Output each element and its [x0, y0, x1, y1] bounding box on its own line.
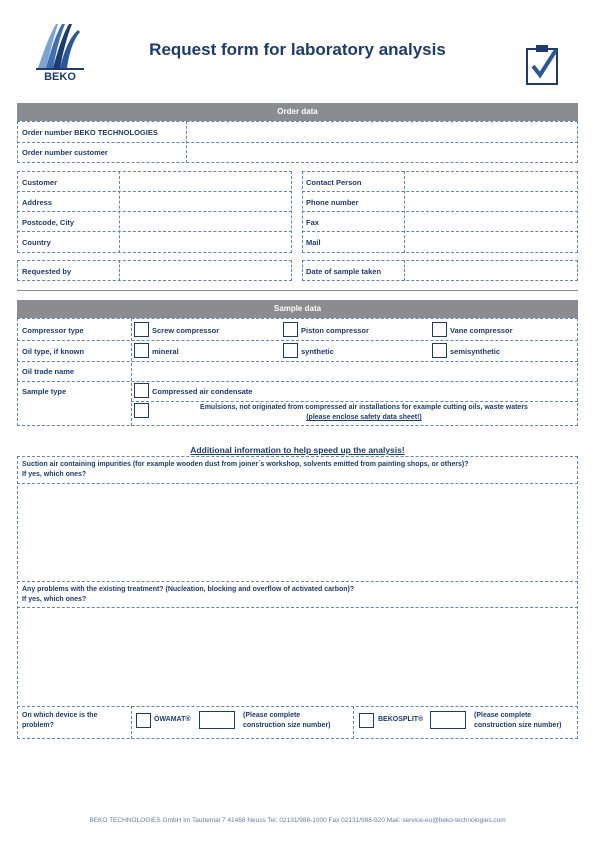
- vane-compressor-checkbox[interactable]: [432, 322, 447, 337]
- screw-compressor-checkbox[interactable]: [134, 322, 149, 337]
- owamat-complete-line1: (Please complete: [243, 712, 301, 719]
- synthetic-label: synthetic: [301, 347, 334, 356]
- emulsions-label: Emulsions, not originated from compressed air installations for example cutting oils, waste waters: [200, 404, 528, 411]
- divider: [17, 340, 578, 341]
- divider: [119, 260, 120, 281]
- divider: [353, 706, 354, 739]
- treatment-problems-question: Any problems with the existing treatment? (Nucleation, blocking and overflow of activated carbon)?: [22, 586, 355, 593]
- fax-label: Fax: [306, 218, 319, 227]
- piston-compressor-label: Piston compressor: [301, 326, 369, 335]
- divider: [186, 121, 187, 163]
- owamat-size-input[interactable]: [199, 711, 235, 729]
- order-number-beko-field[interactable]: [188, 123, 576, 141]
- address-label: Address: [22, 198, 53, 207]
- owamat-complete-line2: construction size number): [243, 722, 331, 729]
- clipboard-check-icon: [525, 44, 559, 86]
- treatment-problems-answer-field[interactable]: [19, 609, 576, 704]
- bekosplit-size-input[interactable]: [430, 711, 466, 729]
- sample-type-label: Sample type: [22, 387, 67, 396]
- divider: [131, 706, 132, 739]
- divider: [17, 142, 578, 143]
- date-sample-field[interactable]: [406, 262, 576, 279]
- bekosplit-complete-line1: (Please complete: [474, 712, 532, 719]
- divider: [17, 381, 578, 382]
- section-separator: [17, 290, 578, 291]
- synthetic-checkbox[interactable]: [283, 343, 298, 358]
- oil-trade-name-label: Oil trade name: [22, 367, 75, 376]
- condensate-label: Compressed air condensate: [152, 387, 253, 396]
- divider: [131, 401, 578, 402]
- sample-data-heading: Sample data: [17, 300, 578, 318]
- compressor-type-label: Compressor type: [22, 326, 84, 335]
- date-sample-label: Date of sample taken: [306, 267, 382, 276]
- footer-text: BEKO TECHNOLOGIES GmbH Im Taubental 7 41468 Neuss Tel. 02131/988-1000 Fax 02131/988-920 Mail: service-eu@beko-technologies.com: [89, 817, 506, 824]
- order-number-customer-label: Order number customer: [22, 148, 108, 157]
- suction-air-question: Suction air containing impurities (for example wooden dust from joiner´s workshop, solvents emitted from painting shops, or others)?: [22, 461, 469, 468]
- bekosplit-label: BEKOSPLIT®: [378, 716, 424, 723]
- page-title: Request form for laboratory analysis: [149, 40, 446, 59]
- fax-field[interactable]: [406, 213, 576, 230]
- divider: [302, 211, 578, 212]
- divider: [17, 191, 292, 192]
- postcode-city-label: Postcode, City: [22, 218, 75, 227]
- divider: [17, 607, 578, 608]
- mineral-label: mineral: [152, 347, 179, 356]
- divider: [119, 171, 120, 253]
- suction-air-answer-field[interactable]: [19, 485, 576, 579]
- oil-trade-name-field[interactable]: [133, 363, 576, 380]
- divider: [302, 191, 578, 192]
- oil-type-label: Oil type, if known: [22, 347, 85, 356]
- bekosplit-complete-line2: construction size number): [474, 722, 562, 729]
- divider: [17, 483, 578, 484]
- semisynthetic-label: semisynthetic: [450, 347, 501, 356]
- divider: [17, 706, 578, 707]
- mineral-checkbox[interactable]: [134, 343, 149, 358]
- requested-by-field[interactable]: [121, 262, 290, 279]
- divider: [17, 581, 578, 582]
- postcode-city-field[interactable]: [121, 213, 290, 230]
- vane-compressor-label: Vane compressor: [450, 326, 513, 335]
- divider: [404, 171, 405, 253]
- divider: [17, 231, 292, 232]
- emulsions-checkbox[interactable]: [134, 403, 149, 418]
- requested-by-label: Requested by: [22, 267, 72, 276]
- mail-field[interactable]: [406, 233, 576, 250]
- divider: [17, 211, 292, 212]
- order-number-customer-field[interactable]: [188, 144, 576, 162]
- country-label: Country: [22, 238, 51, 247]
- suction-air-which: If yes, which ones?: [22, 471, 87, 478]
- divider: [302, 231, 578, 232]
- logo-text: BEKO: [44, 71, 76, 82]
- owamat-checkbox[interactable]: [136, 713, 151, 728]
- piston-compressor-checkbox[interactable]: [283, 322, 298, 337]
- divider: [17, 361, 578, 362]
- additional-info-heading: Additional information to help speed up the analysis!: [190, 445, 405, 455]
- customer-label: Customer: [22, 178, 58, 187]
- address-field[interactable]: [121, 193, 290, 210]
- safety-sheet-note: (please enclose safety data sheet!): [306, 414, 422, 421]
- semisynthetic-checkbox[interactable]: [432, 343, 447, 358]
- divider: [404, 260, 405, 281]
- device-question-line2: problem?: [22, 722, 54, 729]
- contact-person-field[interactable]: [406, 173, 576, 190]
- phone-label: Phone number: [306, 198, 359, 207]
- customer-field[interactable]: [121, 173, 290, 190]
- order-data-heading: Order data: [17, 103, 578, 121]
- device-question-line1: On which device is the: [22, 712, 98, 719]
- mail-label: Mail: [306, 238, 321, 247]
- treatment-problems-which: If yes, which ones?: [22, 596, 87, 603]
- order-number-beko-label: Order number BEKO TECHNOLOGIES: [22, 128, 158, 137]
- contact-person-label: Contact Person: [306, 178, 362, 187]
- condensate-checkbox[interactable]: [134, 383, 149, 398]
- country-field[interactable]: [121, 233, 290, 250]
- screw-compressor-label: Screw compressor: [152, 326, 220, 335]
- owamat-label: ÖWAMAT®: [154, 716, 191, 723]
- phone-field[interactable]: [406, 193, 576, 210]
- bekosplit-checkbox[interactable]: [359, 713, 374, 728]
- divider: [131, 318, 132, 426]
